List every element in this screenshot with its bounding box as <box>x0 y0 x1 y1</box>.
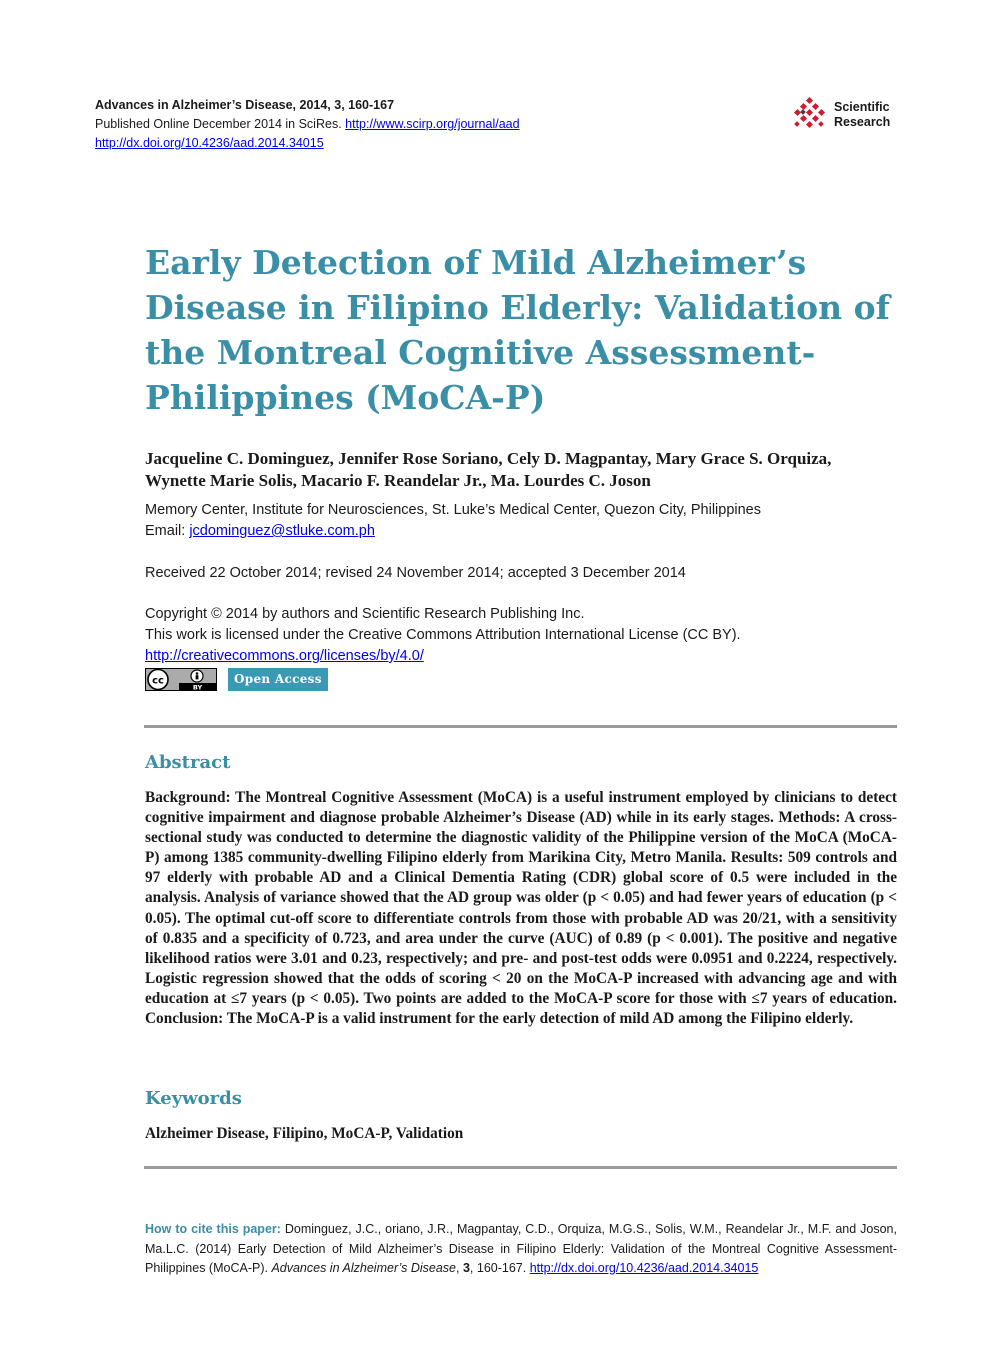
keywords-text: Alzheimer Disease, Filipino, MoCA-P, Validation <box>145 1125 464 1142</box>
keywords-heading: Keywords <box>145 1088 242 1109</box>
article-title: Early Detection of Mild Alzheimer’s Disease in Filipino Elderly: Validation of the Montreal Cognitive Assessment-Philippines (MoCA-P) <box>145 243 890 417</box>
doi-line <box>95 134 520 153</box>
logo-text-line1: Scientific <box>834 100 890 114</box>
authors-line-2: Wynette Marie Solis, Macario F. Reandelar Jr., Ma. Lourdes C. Joson <box>145 471 651 490</box>
authors <box>145 448 905 492</box>
logo-text <box>834 100 890 130</box>
license-url-line <box>145 646 741 667</box>
license-url-link[interactable]: http://creativecommons.org/licenses/by/4.0/ <box>145 648 424 664</box>
citation-pages: , 160-167. <box>469 1261 530 1275</box>
citation-text: Dominguez, J.C., oriano, J.R., Magpantay, C.D., Orquiza, M.G.S., Solis, W.M., Reandelar Jr., M.F. and Joson, Ma.L.C. (2014) Early Detection of Mild Alzheimer’s Disease in Filipino Elderly: Validation of the Montreal Cognitive Assessment-Philippines (MoCA-P). <box>145 1222 897 1275</box>
authors-line-1: Jacqueline C. Dominguez, Jennifer Rose Soriano, Cely D. Magpantay, Mary Grace S. Orquiza, <box>145 449 832 468</box>
abstract-text: Background: The Montreal Cognitive Assessment (MoCA) is a useful instrument employed by clinicians to detect cognitive impairment and diagnose probable Alzheimer’s Disease (AD) while in its early stages. Methods: A cross-sectional study was conducted to determine the diagnostic validity of the Philippine version of the MoCA (MoCA-P) among 1385 community-dwelling Filipino elderly from Marikina City, Metro Manila. Results: 509 controls and 97 elderly with probable AD and a Clinical Dementia Rating (CDR) global score of 0.5 were included in the analysis. Analysis of variance showed that the AD group was older (p < 0.05) and had fewer years of education (p < 0.05). The optimal cut-off score to differentiate controls from those with probable AD was 20/21, with a sensitivity of 0.835 and a specificity of 0.723, and area under the curve (AUC) of 0.89 (p < 0.001). The positive and negative likelihood ratios were 3.01 and 0.23, respectively; and pre- and post-test odds were 0.0951 and 0.2224, respectively. Logistic regression showed that the odds of scoring < 20 on the MoCA-P increased with advancing age and with education at ≤7 years (p < 0.05). Two points are added to the MoCA-P score for those with ≤7 years of education. Conclusion: The MoCA-P is a valid instrument for the early detection of mild AD among the Filipino elderly. <box>145 789 897 1028</box>
header-doi-link[interactable]: http://dx.doi.org/10.4236/aad.2014.34015 <box>95 136 324 150</box>
cc-by-label: BY <box>192 683 203 691</box>
logo-diamond-icon <box>790 97 830 135</box>
journal-url-link[interactable]: http://www.scirp.org/journal/aad <box>345 117 520 131</box>
divider-top <box>144 725 897 728</box>
affiliation-block <box>145 500 761 542</box>
affiliation: Memory Center, Institute for Neurosciences, St. Luke’s Medical Center, Quezon City, Philippines <box>145 502 761 518</box>
logo-text-line2: Research <box>834 115 891 129</box>
received-dates: Received 22 October 2014; revised 24 November 2014; accepted 3 December 2014 <box>145 565 686 581</box>
creative-commons-by-badge[interactable] <box>145 668 217 691</box>
copyright-block <box>145 604 741 667</box>
license-line: This work is licensed under the Creative Commons Attribution International License (CC BY). <box>145 627 741 643</box>
citation-label: How to cite this paper: <box>145 1222 281 1236</box>
copyright-line: Copyright © 2014 by authors and Scientific Research Publishing Inc. <box>145 606 585 622</box>
divider-bottom <box>144 1166 897 1169</box>
scientific-research-logo <box>790 97 905 135</box>
svg-text:cc: cc <box>152 675 164 687</box>
citation-sep: , <box>456 1261 463 1275</box>
open-access-badge[interactable]: Open Access <box>228 668 328 691</box>
abstract-heading: Abstract <box>145 752 231 773</box>
citation-volume: 3 <box>462 1261 470 1275</box>
published-text: Published Online December 2014 in SciRes. <box>95 117 342 131</box>
journal-header <box>95 96 520 153</box>
published-line <box>95 115 520 134</box>
citation-block <box>145 1220 897 1279</box>
citation-journal: Advances in Alzheimer’s Disease <box>271 1261 457 1275</box>
citation-doi-link[interactable]: http://dx.doi.org/10.4236/aad.2014.34015 <box>529 1261 759 1275</box>
email-label: Email: <box>145 523 190 539</box>
email-line <box>145 521 761 542</box>
journal-line: Advances in Alzheimer’s Disease, 2014, 3, 160-167 <box>95 98 395 112</box>
email-link[interactable]: jcdominguez@stluke.com.ph <box>189 523 375 539</box>
